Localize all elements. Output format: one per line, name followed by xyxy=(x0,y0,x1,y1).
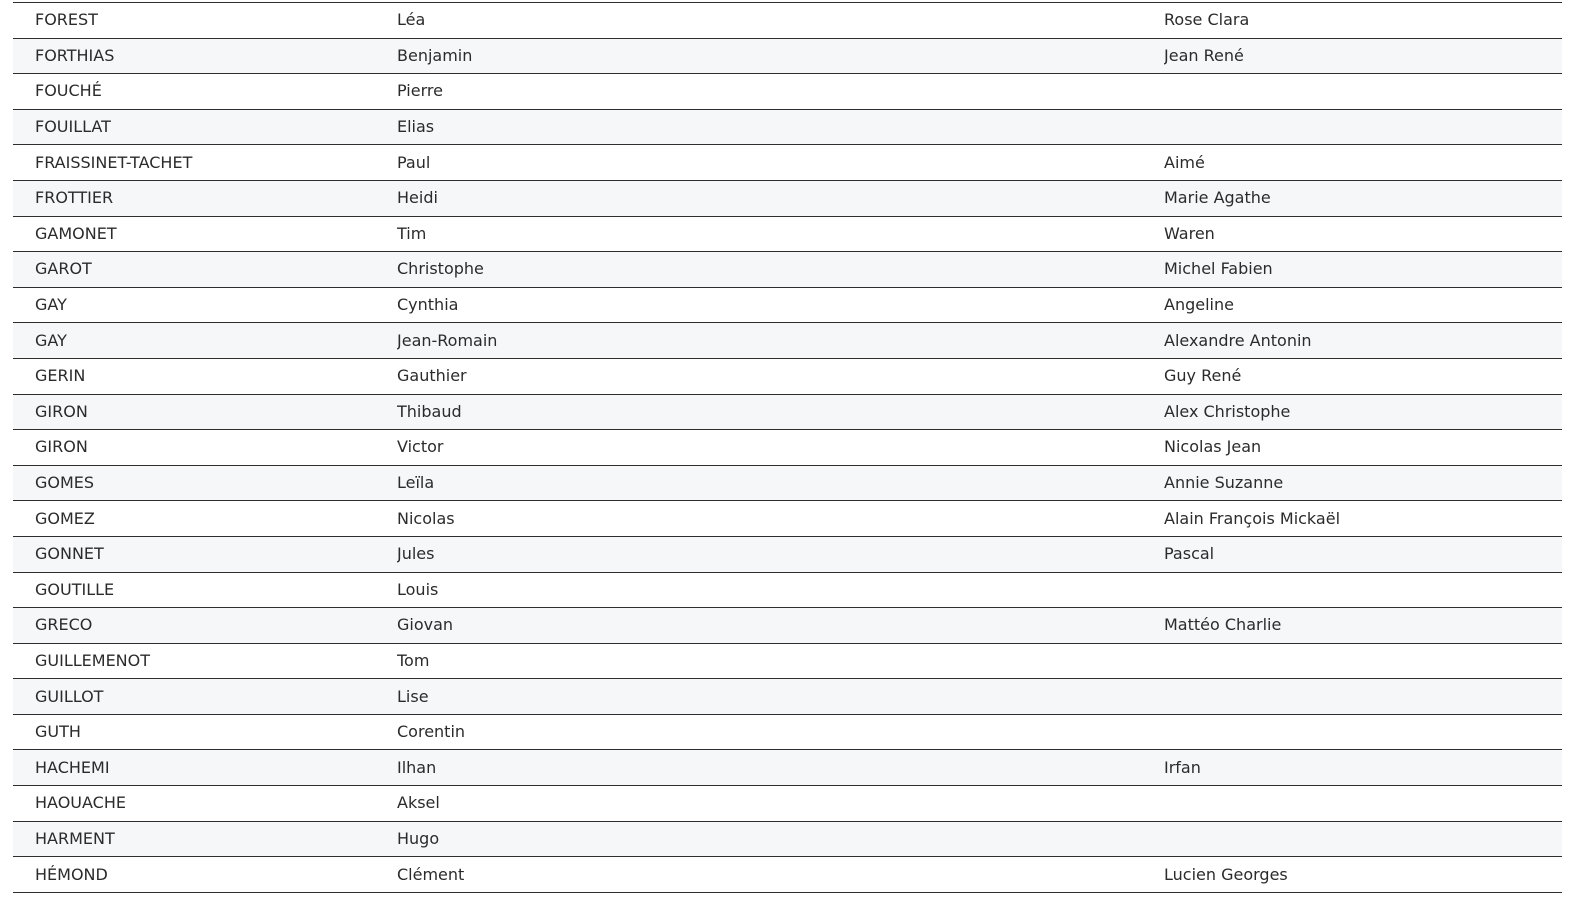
table-row xyxy=(13,74,1562,110)
other-names-cell xyxy=(1164,821,1562,857)
table-row xyxy=(13,430,1562,466)
first-name-cell: Louis xyxy=(397,572,1164,608)
other-names-cell: Marie Agathe xyxy=(1164,180,1562,216)
first-name-cell: Lise xyxy=(397,679,1164,715)
other-names-cell: Lucien Georges xyxy=(1164,857,1562,893)
first-name-cell: Aksel xyxy=(397,786,1164,822)
first-name-cell: Christophe xyxy=(397,252,1164,288)
first-name-cell: Nicolas xyxy=(397,501,1164,537)
last-name-cell: GAMONET xyxy=(13,216,397,252)
last-name-cell: FOUILLAT xyxy=(13,109,397,145)
first-name-cell: Thibaud xyxy=(397,394,1164,430)
first-name-cell: Cynthia xyxy=(397,287,1164,323)
last-name-cell: HARMENT xyxy=(13,821,397,857)
first-name-cell: Gauthier xyxy=(397,358,1164,394)
table-row xyxy=(13,394,1562,430)
other-names-cell xyxy=(1164,572,1562,608)
other-names-cell: Annie Suzanne xyxy=(1164,465,1562,501)
other-names-cell: Nicolas Jean xyxy=(1164,430,1562,466)
names-table xyxy=(13,2,1562,893)
last-name-cell: GRECO xyxy=(13,608,397,644)
other-names-cell: Rose Clara xyxy=(1164,3,1562,39)
other-names-cell: Guy René xyxy=(1164,358,1562,394)
first-name-cell: Tim xyxy=(397,216,1164,252)
other-names-cell: Irfan xyxy=(1164,750,1562,786)
last-name-cell: FOUCHÉ xyxy=(13,74,397,110)
other-names-cell xyxy=(1164,109,1562,145)
other-names-cell xyxy=(1164,74,1562,110)
first-name-cell: Victor xyxy=(397,430,1164,466)
last-name-cell: FORTHIAS xyxy=(13,38,397,74)
first-name-cell: Giovan xyxy=(397,608,1164,644)
other-names-cell: Angeline xyxy=(1164,287,1562,323)
first-name-cell: Paul xyxy=(397,145,1164,181)
last-name-cell: HÉMOND xyxy=(13,857,397,893)
first-name-cell: Clément xyxy=(397,857,1164,893)
other-names-cell: Alexandre Antonin xyxy=(1164,323,1562,359)
first-name-cell: Benjamin xyxy=(397,38,1164,74)
table-row xyxy=(13,679,1562,715)
table-row xyxy=(13,323,1562,359)
table-row xyxy=(13,786,1562,822)
other-names-cell xyxy=(1164,679,1562,715)
last-name-cell: GONNET xyxy=(13,536,397,572)
table-row xyxy=(13,608,1562,644)
last-name-cell: GOMES xyxy=(13,465,397,501)
first-name-cell: Heidi xyxy=(397,180,1164,216)
last-name-cell: GIRON xyxy=(13,394,397,430)
other-names-cell xyxy=(1164,714,1562,750)
other-names-cell: Alex Christophe xyxy=(1164,394,1562,430)
last-name-cell: GAY xyxy=(13,323,397,359)
table-row xyxy=(13,3,1562,39)
other-names-cell xyxy=(1164,643,1562,679)
table-row xyxy=(13,465,1562,501)
other-names-cell: Jean René xyxy=(1164,38,1562,74)
table-row xyxy=(13,287,1562,323)
other-names-cell: Pascal xyxy=(1164,536,1562,572)
other-names-cell: Aimé xyxy=(1164,145,1562,181)
first-name-cell: Corentin xyxy=(397,714,1164,750)
other-names-cell xyxy=(1164,786,1562,822)
table-row xyxy=(13,109,1562,145)
table-row xyxy=(13,714,1562,750)
last-name-cell: GOMEZ xyxy=(13,501,397,537)
table-row xyxy=(13,252,1562,288)
last-name-cell: GAROT xyxy=(13,252,397,288)
table-row xyxy=(13,358,1562,394)
table-row xyxy=(13,572,1562,608)
table-row xyxy=(13,536,1562,572)
first-name-cell: Hugo xyxy=(397,821,1164,857)
table-row xyxy=(13,643,1562,679)
names-table-container xyxy=(13,2,1562,893)
table-row xyxy=(13,750,1562,786)
last-name-cell: GOUTILLE xyxy=(13,572,397,608)
table-row xyxy=(13,216,1562,252)
last-name-cell: GUILLEMENOT xyxy=(13,643,397,679)
last-name-cell: HACHEMI xyxy=(13,750,397,786)
first-name-cell: Tom xyxy=(397,643,1164,679)
first-name-cell: Leïla xyxy=(397,465,1164,501)
first-name-cell: Léa xyxy=(397,3,1164,39)
last-name-cell: GAY xyxy=(13,287,397,323)
first-name-cell: Jules xyxy=(397,536,1164,572)
table-row xyxy=(13,145,1562,181)
last-name-cell: HAOUACHE xyxy=(13,786,397,822)
last-name-cell: FOREST xyxy=(13,3,397,39)
last-name-cell: GIRON xyxy=(13,430,397,466)
other-names-cell: Mattéo Charlie xyxy=(1164,608,1562,644)
other-names-cell: Michel Fabien xyxy=(1164,252,1562,288)
names-table-body xyxy=(13,3,1562,893)
first-name-cell: Pierre xyxy=(397,74,1164,110)
last-name-cell: GERIN xyxy=(13,358,397,394)
last-name-cell: GUTH xyxy=(13,714,397,750)
last-name-cell: FROTTIER xyxy=(13,180,397,216)
first-name-cell: Jean-Romain xyxy=(397,323,1164,359)
other-names-cell: Waren xyxy=(1164,216,1562,252)
table-row xyxy=(13,857,1562,893)
table-row xyxy=(13,180,1562,216)
first-name-cell: Elias xyxy=(397,109,1164,145)
last-name-cell: GUILLOT xyxy=(13,679,397,715)
table-row xyxy=(13,501,1562,537)
first-name-cell: Ilhan xyxy=(397,750,1164,786)
table-row xyxy=(13,821,1562,857)
table-row xyxy=(13,38,1562,74)
last-name-cell: FRAISSINET-TACHET xyxy=(13,145,397,181)
other-names-cell: Alain François Mickaël xyxy=(1164,501,1562,537)
